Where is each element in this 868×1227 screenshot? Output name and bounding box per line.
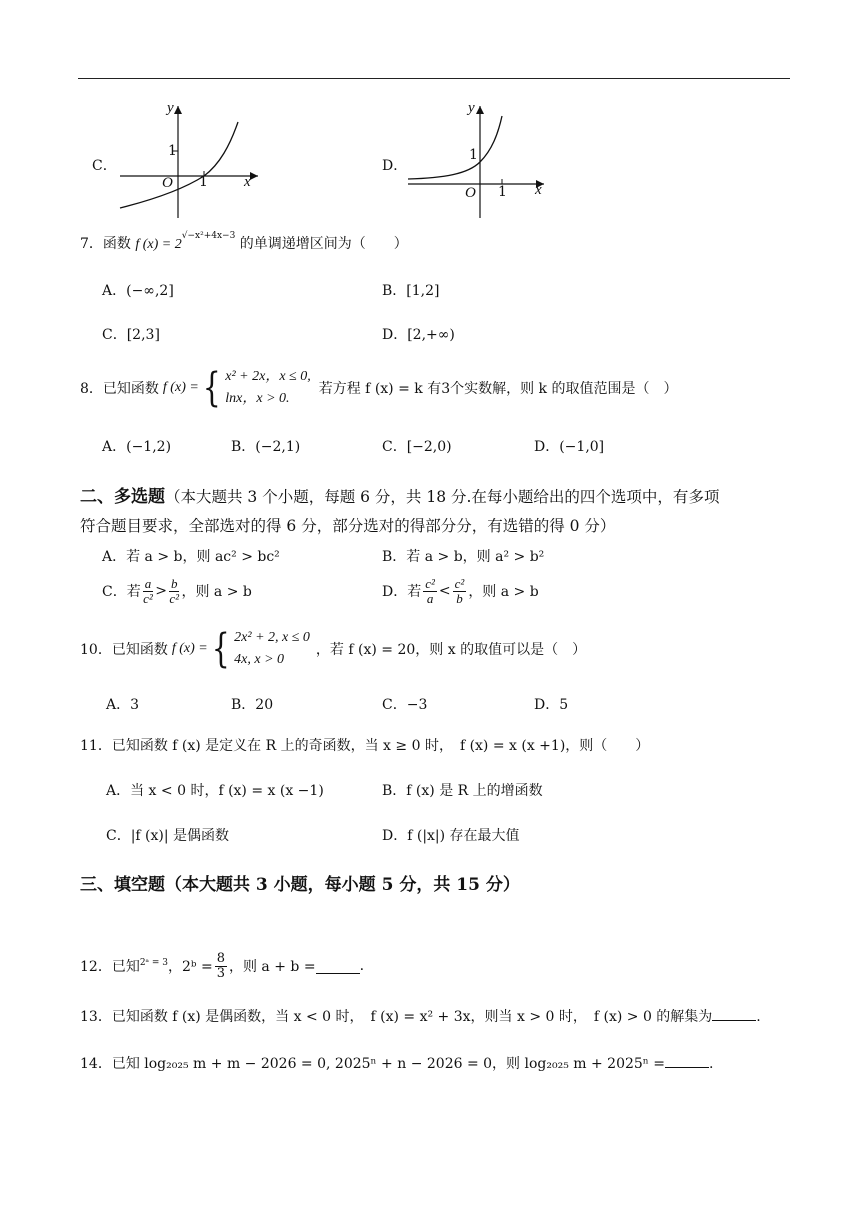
q12-end: . <box>359 958 365 975</box>
option-d-label: D． <box>382 158 408 174</box>
graph-c <box>112 100 262 222</box>
q8-option-b: B．(−2,1) <box>231 439 301 455</box>
q7-expr: f (x) = 2 <box>135 237 182 252</box>
graph-d-y-label: y <box>468 100 475 116</box>
q14-text: 14．已知 log₂₀₂₅ m + m − 2026 = 0, 2025ⁿ + n − 2026 = 0，则 log₂₀₂₅ m + 2025ⁿ = <box>80 1056 666 1072</box>
graph-d-x-tick: 1 <box>498 184 507 200</box>
q13-end: . <box>756 1009 761 1025</box>
q10-suffix: ，若 f (x) = 20，则 x 的取值可以是（ ） <box>315 642 587 658</box>
q12-small-text: 2ᵃ = 3 <box>139 958 169 969</box>
q10-num: 10．已知函数 <box>80 642 168 658</box>
section-2-desc-2: 符合题目要求，全部选对的得 6 分，部分选对的得部分分，有选错的得 0 分） <box>80 517 616 535</box>
q7-option-a: A．(−∞,2] <box>102 283 174 299</box>
q12-num: 8 <box>216 951 225 966</box>
question-12 <box>80 952 364 980</box>
question-8-stem <box>80 366 678 410</box>
q10-brace: { <box>211 626 230 672</box>
section-2-desc-1: （本大题共 3 个小题，每题 6 分，共 18 分.在每小题给出的四个选项中，有多项 <box>165 488 720 506</box>
q7-suffix: 的单调递增区间为（ ） <box>239 236 408 252</box>
q8-num: 8．已知函数 <box>80 381 159 397</box>
graph-d-y-tick: 1 <box>469 147 478 163</box>
q8-suffix: 若方程 f (x) = k 有3个实数解，则 k 的取值范围是（ ） <box>318 381 678 397</box>
q9-d-op: < <box>438 583 451 600</box>
q10-option-a: A．3 <box>106 697 140 713</box>
q9-option-a: A．若 a > b，则 ac² > bc² <box>102 549 280 565</box>
q7-option-d: D．[2,+∞) <box>382 327 455 343</box>
q7-exponent: √−x²+4x−3 <box>181 231 236 242</box>
q9-c-den-2: c² <box>169 590 180 606</box>
header-rule <box>78 78 790 79</box>
q7-option-c: C．[2,3] <box>102 327 160 343</box>
q8-option-c: C．[−2,0) <box>382 439 452 455</box>
graph-d-origin: O <box>465 185 476 201</box>
q9-d-num-2: c² <box>454 576 465 591</box>
q9-c-frac-1 <box>143 577 154 605</box>
q12-post: ，则 a + b = <box>228 959 316 976</box>
q12-mid: ，2ᵇ = <box>168 959 213 976</box>
q9-c-num-2: b <box>170 576 178 591</box>
q12-prefix: 12．已知 <box>80 959 140 976</box>
graph-c-origin: O <box>162 175 173 191</box>
q10-cases <box>208 627 310 671</box>
q9-c-frac-2 <box>169 577 180 605</box>
q9-c-prefix: C．若 <box>102 584 141 601</box>
question-13 <box>80 1006 761 1026</box>
section-2-heading <box>80 482 719 507</box>
q8-case-2: lnx，x > 0. <box>225 391 290 406</box>
q12-den: 3 <box>216 965 225 981</box>
q9-c-op: > <box>155 583 167 600</box>
graph-d-x-label: x <box>535 182 542 198</box>
q10-case-2: 4x, x > 0 <box>234 652 285 667</box>
q8-f: f (x) = <box>162 380 199 395</box>
q8-cases <box>199 366 311 410</box>
q10-option-b: B．20 <box>231 697 274 713</box>
q11-option-c: C．|f (x)| 是偶函数 <box>106 828 230 844</box>
q14-end: . <box>709 1056 714 1072</box>
section-2-title: 二、多选题 <box>80 487 165 507</box>
q9-d-prefix: D．若 <box>382 584 422 601</box>
q9-d-num-1: c² <box>425 576 435 591</box>
q11-option-b: B．f (x) 是 R 上的增函数 <box>382 783 543 799</box>
q9-d-frac-1 <box>423 577 437 605</box>
q10-f: f (x) = <box>171 641 208 656</box>
question-7-stem <box>80 233 408 253</box>
q12-answer-blank[interactable] <box>316 959 360 974</box>
q9-d-den-2: b <box>456 590 463 606</box>
q9-option-b: B．若 a > b，则 a² > b² <box>382 549 545 565</box>
q8-option-d: D．(−1,0] <box>534 439 605 455</box>
q9-d-suffix: ，则 a > b <box>468 584 539 601</box>
question-11-stem: 11．已知函数 f (x) 是定义在 R 上的奇函数，当 x ≥ 0 时， f (x) = x (x +1)，则（ ） <box>80 738 650 754</box>
q11-option-a: A．当 x < 0 时，f (x) = x (x −1) <box>106 783 324 799</box>
q9-c-suffix: ，则 a > b <box>181 584 252 601</box>
q8-brace: { <box>202 365 221 411</box>
graph-c-x-tick: 1 <box>199 174 208 190</box>
q8-case-1: x² + 2x，x ≤ 0, <box>225 369 311 384</box>
q7-num: 7．函数 <box>80 236 131 252</box>
q8-option-a: A．(−1,2) <box>102 439 172 455</box>
q10-option-c: C．−3 <box>382 697 428 713</box>
q10-case-1: 2x² + 2, x ≤ 0 <box>234 630 310 645</box>
graph-c-y-tick: 1 <box>168 143 177 159</box>
q9-c-num-1: a <box>144 576 152 591</box>
question-10-stem <box>80 627 586 671</box>
q9-c-den-1: c² <box>143 590 153 606</box>
graph-c-x-label: x <box>244 174 251 190</box>
section-3-heading: 三、填空题（本大题共 3 小题，每小题 5 分，共 15 分） <box>80 875 520 895</box>
q13-text: 13．已知函数 f (x) 是偶函数，当 x < 0 时， f (x) = x² + 3x，则当 x > 0 时， f (x) > 0 的解集为 <box>80 1009 713 1025</box>
q9-option-c <box>102 577 252 605</box>
option-c-label: C． <box>92 158 117 174</box>
q13-answer-blank[interactable] <box>712 1006 756 1021</box>
q7-option-b: B．[1,2] <box>382 283 440 299</box>
question-14 <box>80 1053 714 1073</box>
q9-option-d <box>382 577 539 605</box>
q12-frac <box>215 952 227 980</box>
q9-d-den-1: a <box>426 590 434 606</box>
q14-answer-blank[interactable] <box>665 1053 709 1068</box>
q9-d-frac-2 <box>453 577 467 605</box>
graph-c-y-label: y <box>167 100 174 116</box>
q11-option-d: D．f (|x|) 存在最大值 <box>382 828 520 844</box>
q10-option-d: D．5 <box>534 697 569 713</box>
